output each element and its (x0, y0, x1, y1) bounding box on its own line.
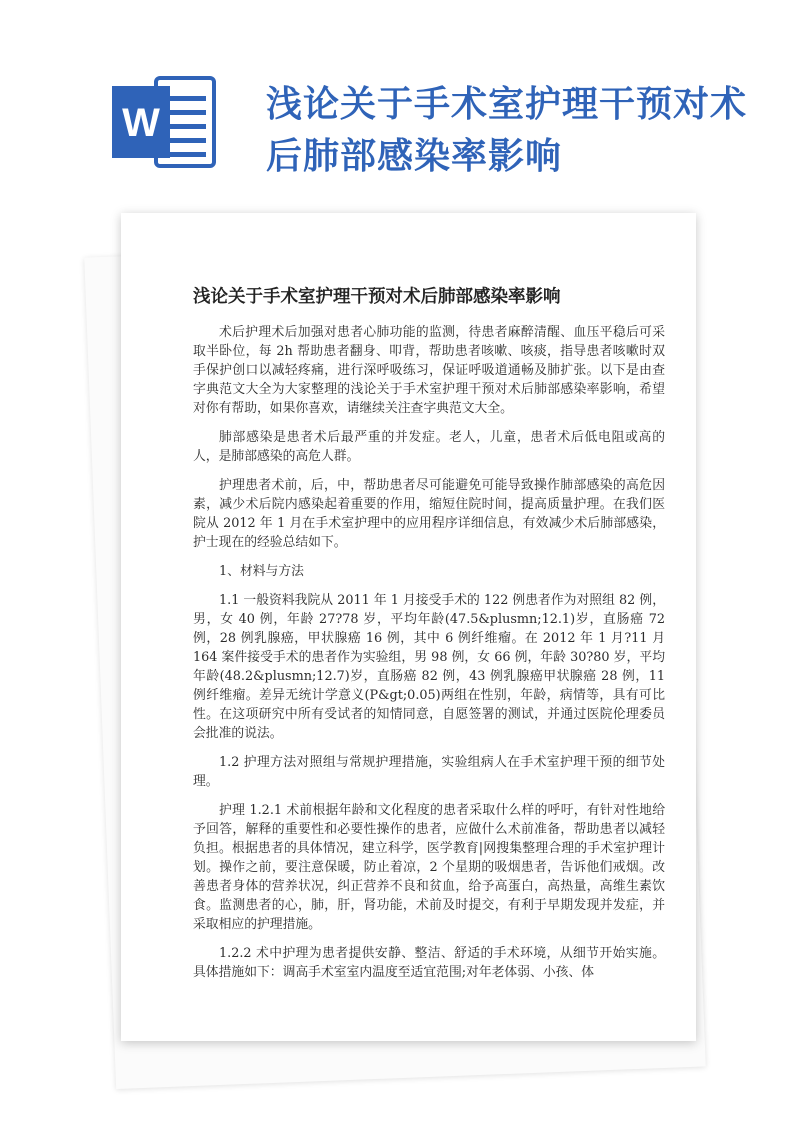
paragraph: 1.1 一般资料我院从 2011 年 1 月接受手术的 122 例患者作为对照组 82 例，男，女 40 例，年龄 27?78 岁，平均年龄(47.5&plusmn;12.1)岁，直肠癌 72 例，28 例乳腺癌，甲状腺癌 16 例，其中 6 例纤维瘤。在 2012 年 1 月?11 月 164 案件接受手术的患者作为实验组，男 98 例，女 66 例，年龄 30?80 岁，平均年龄(48.2&plusmn;12.7)岁，直肠癌 82 例，43 例乳腺癌甲状腺癌 28 例，11 例纤维瘤。差异无统计学意义(P&gt;0.05)两组在性别，年龄，病情等，具有可比性。在这项研究中所有受试者的知情同意，自愿签署的测试，并通过医院伦理委员会批准的说法。 (193, 593, 665, 741)
paragraph: 1.2 护理方法对照组与常规护理措施，实验组病人在手术室护理干预的细节处理。 (193, 755, 665, 789)
paragraph: 护理患者术前，后，中，帮助患者尽可能避免可能导致操作肺部感染的高危因素，减少术后院内感染起着重要的作用，缩短住院时间，提高质量护理。在我们医院从 2012 年 1 月在手术室护理中的应用程序详细信息，有效减少术后肺部感染，护士现在的经验总结如下。 (193, 478, 665, 550)
section-heading: 1、材料与方法 (219, 564, 304, 579)
paragraph: 护理 1.2.1 术前根据年龄和文化程度的患者采取什么样的呼吁，有针对性地给予回答，解释的重要性和必要性操作的患者，应做什么术前准备，帮助患者以减轻负担。根据患者的具体情况，建立科学，医学教育|网搜集整理合理的手术室护理计划。操作之前，要注意保暖，防止着凉，2 个星期的吸烟患者，告诉他们戒烟。改善患者身体的营养状况，纠正营养不良和贫血，给予高蛋白，高热量，高维生素饮食。监测患者的心，肺，肝，肾功能，术前及时提交，有利于早期发现并发症，并采取相应的护理措施。 (193, 803, 665, 932)
header-banner (0, 0, 800, 200)
word-document-icon (112, 72, 218, 172)
paragraph: 1.2.2 术中护理为患者提供安静、整洁、舒适的手术环境，从细节开始实施。具体措施如下：调高手术室室内温度至适宜范围;对年老体弱、小孩、体 (193, 946, 665, 980)
page-title-line-2: 后肺部感染率影响 (266, 136, 563, 177)
document-title: 浅论关于手术室护理干预对术后肺部感染率影响 (193, 287, 561, 307)
document-page (121, 213, 696, 1041)
page-title-line-1: 浅论关于手术室护理干预对术 (266, 84, 748, 125)
document-body (193, 323, 665, 992)
paragraph: 术后护理术后加强对患者心肺功能的监测，待患者麻醉清醒、血压平稳后可采取半卧位，每 2h 帮助患者翻身、叩背，帮助患者咳嗽、咳痰，指导患者咳嗽时双手保护创口以减轻疼痛，进行深呼吸练习，保证呼吸道通畅及肺扩张。以下是由查字典范文大全为大家整理的浅论关于手术室护理干预对术后肺部感染率影响，希望对你有帮助，如果你喜欢，请继续关注查字典范文大全。 (193, 325, 665, 416)
paragraph: 肺部感染是患者术后最严重的并发症。老人，儿童，患者术后低电阻或高的人，是肺部感染的高危人群。 (193, 430, 665, 464)
word-icon-letter: W (122, 101, 160, 145)
